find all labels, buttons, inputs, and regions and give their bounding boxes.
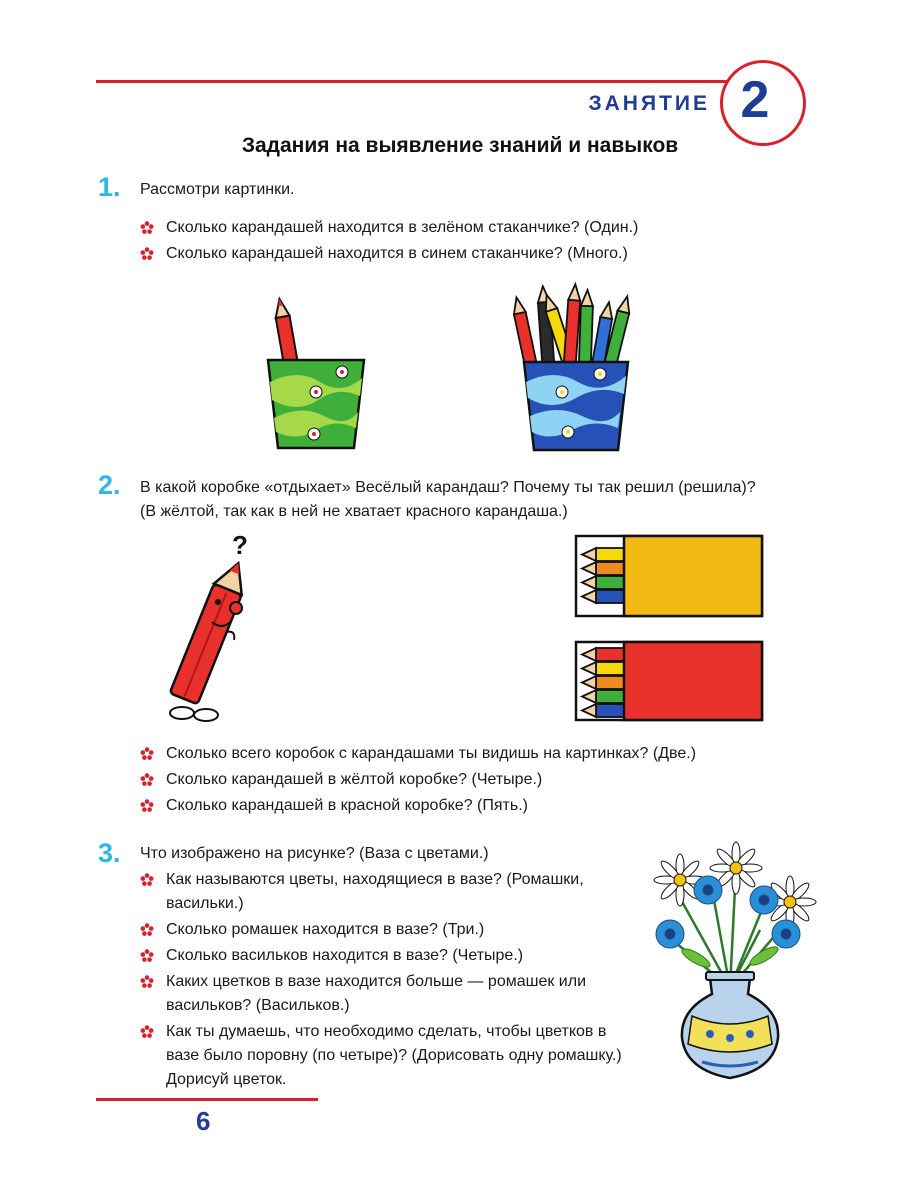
red-pencil-box (574, 640, 766, 724)
list-item (140, 1020, 640, 1092)
bullet-text: Каких цветков в вазе находится больше — ромашек или васильков? (Васильков.) (166, 973, 587, 1014)
bullet-text: Сколько ромашек находится в вазе? (Три.) (166, 921, 485, 938)
flower-bullet-icon (140, 247, 154, 261)
bullet-text: Сколько карандашей в жёлтой коробке? (Четыре.) (166, 771, 543, 788)
yellow-pencil-box (574, 534, 766, 620)
list-item (140, 794, 820, 818)
flower-bullet-icon (140, 923, 154, 937)
task-1-number: 1. (98, 172, 121, 202)
bullet-text: Сколько васильков находится в вазе? (Четыре.) (166, 947, 524, 964)
task-2-questions (140, 742, 820, 820)
task-3-questions (140, 868, 640, 1094)
cornflower-icon (750, 886, 778, 914)
cornflower-icon (656, 920, 684, 948)
lesson-label: ЗАНЯТИЕ (588, 92, 710, 115)
list-item (140, 242, 760, 266)
task-2-text-line-2: (В жёлтой, так как в ней не хватает красного карандаша.) (140, 503, 568, 520)
green-cup-illustration (258, 290, 374, 456)
flower-bullet-icon (140, 1025, 154, 1039)
task-1-questions (140, 216, 760, 268)
task-2-text-line-1: В какой коробке «отдыхает» Весёлый карандаш? Почему ты так решил (решила)? (140, 479, 756, 496)
bullet-text: Как ты думаешь, что необходимо сделать, чтобы цветков в вазе было поровну (по четыре)? (Дорисовать одну ромашку.) Дорисуй цветок. (166, 1023, 622, 1088)
page-title: Задания на выявление знаний и навыков (241, 134, 679, 157)
question-mark: ? (232, 530, 248, 560)
flower-bullet-icon (140, 799, 154, 813)
list-item (140, 918, 640, 942)
page-number: 6 (196, 1106, 211, 1136)
flower-bullet-icon (140, 747, 154, 761)
flower-vase-illustration (640, 838, 820, 1084)
bullet-text: Сколько всего коробок с карандашами ты видишь на картинках? (Две.) (166, 745, 697, 762)
blue-cup-illustration (508, 282, 640, 454)
task-2-number: 2. (98, 470, 121, 500)
cornflower-icon (772, 920, 800, 948)
list-item (140, 944, 640, 968)
task-1-text: Рассмотри картинки. (140, 181, 295, 198)
list-item (140, 768, 820, 792)
flower-bullet-icon (140, 873, 154, 887)
flower-bullet-icon (140, 975, 154, 989)
list-item (140, 970, 640, 1018)
task-3-number: 3. (98, 838, 121, 868)
flower-bullet-icon (140, 949, 154, 963)
top-rule (96, 80, 736, 83)
cheerful-pencil-character (160, 556, 260, 722)
list-item (140, 868, 640, 916)
bullet-text: Как называются цветы, находящиеся в вазе? (Ромашки, васильки.) (166, 871, 584, 912)
lesson-number: 2 (740, 71, 770, 129)
flower-bullet-icon (140, 773, 154, 787)
task-3-text: Что изображено на рисунке? (Ваза с цветами.) (140, 845, 489, 862)
cornflower-icon (694, 876, 722, 904)
flower-bullet-icon (140, 221, 154, 235)
list-item (140, 742, 820, 766)
list-item (140, 216, 760, 240)
bottom-rule (96, 1098, 318, 1101)
bullet-text: Сколько карандашей находится в зелёном стаканчике? (Один.) (166, 219, 639, 236)
bullet-text: Сколько карандашей находится в синем стаканчике? (Много.) (166, 245, 628, 262)
bullet-text: Сколько карандашей в красной коробке? (Пять.) (166, 797, 528, 814)
